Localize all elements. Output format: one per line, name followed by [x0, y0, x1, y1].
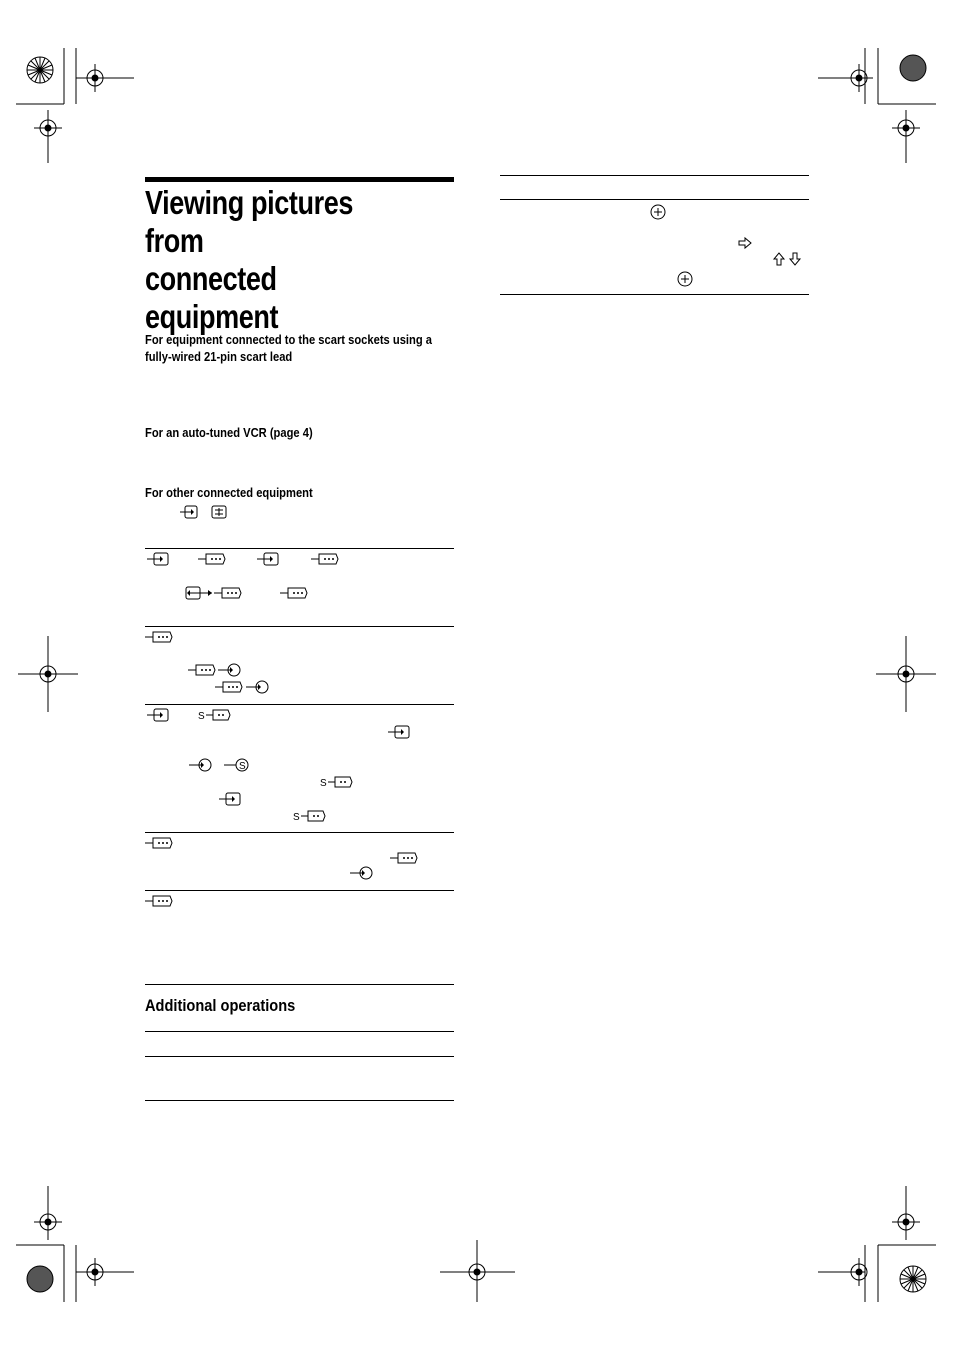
page-title: [145, 184, 407, 336]
video-input-icon: [189, 757, 213, 773]
table-rule: [145, 548, 454, 549]
input-select-icon: [147, 708, 169, 722]
joystick-ok-icon: [650, 204, 666, 220]
svg-text:S: S: [198, 711, 205, 722]
subheading-vcr: For an auto-tuned VCR (page 4): [145, 425, 313, 440]
subheading-scart-line2: fully-wired 21-pin scart lead: [145, 349, 293, 364]
table-rule: [145, 984, 454, 985]
table-rule: [500, 294, 809, 295]
table-rule: [145, 1031, 454, 1032]
joystick-ok-icon: [677, 271, 693, 287]
s-video-icon: [198, 708, 232, 722]
video-input-icon: [218, 662, 242, 678]
table-rule: [145, 704, 454, 705]
scart-socket-icon: [198, 552, 226, 566]
scart-socket-icon: [311, 552, 339, 566]
table-rule: [145, 1100, 454, 1101]
input-select-icon: [388, 725, 410, 739]
title-rule: [145, 177, 454, 182]
table-rule: [500, 175, 809, 176]
input-select-icon: [147, 552, 169, 566]
scart-socket-icon: [214, 586, 242, 600]
arrow-up-outline-icon: [773, 252, 785, 266]
s-video-input-icon: [224, 757, 250, 773]
video-input-icon: [246, 679, 270, 695]
subheading-scart-line1: For equipment connected to the scart sockets using a: [145, 332, 433, 347]
input-select-icon: [180, 505, 198, 519]
s-video-icon: [320, 775, 354, 789]
arrow-right-outline-icon: [738, 237, 752, 249]
video-input-icon: [350, 865, 374, 881]
subheading-scart: [145, 331, 432, 365]
arrow-down-outline-icon: [789, 252, 801, 266]
section-heading-additional-operations: Additional operations: [145, 996, 296, 1015]
scart-socket-icon: [145, 630, 173, 644]
svg-text:S: S: [293, 812, 300, 823]
subheading-other: For other connected equipment: [145, 485, 313, 500]
s-video-icon: [293, 809, 327, 823]
table-rule: [500, 199, 809, 200]
scart-socket-icon: [215, 680, 243, 694]
svg-text:S: S: [320, 778, 327, 789]
table-rule: [145, 626, 454, 627]
scart-socket-icon: [145, 836, 173, 850]
table-rule: [145, 832, 454, 833]
scart-socket-icon: [390, 851, 418, 865]
input-select-icon: [219, 792, 241, 806]
table-rule: [145, 890, 454, 891]
page-title-line1: Viewing pictures from: [145, 184, 353, 259]
scart-socket-icon: [188, 663, 216, 677]
scart-socket-icon: [145, 894, 173, 908]
scart-socket-icon: [280, 586, 308, 600]
page-title-line2: connected equipment: [145, 260, 279, 335]
svg-text:S: S: [239, 761, 246, 772]
tv-antenna-icon: [211, 505, 227, 519]
input-select-icon: [257, 552, 279, 566]
bidirectional-scart-icon: [186, 586, 214, 600]
table-rule: [145, 1056, 454, 1057]
